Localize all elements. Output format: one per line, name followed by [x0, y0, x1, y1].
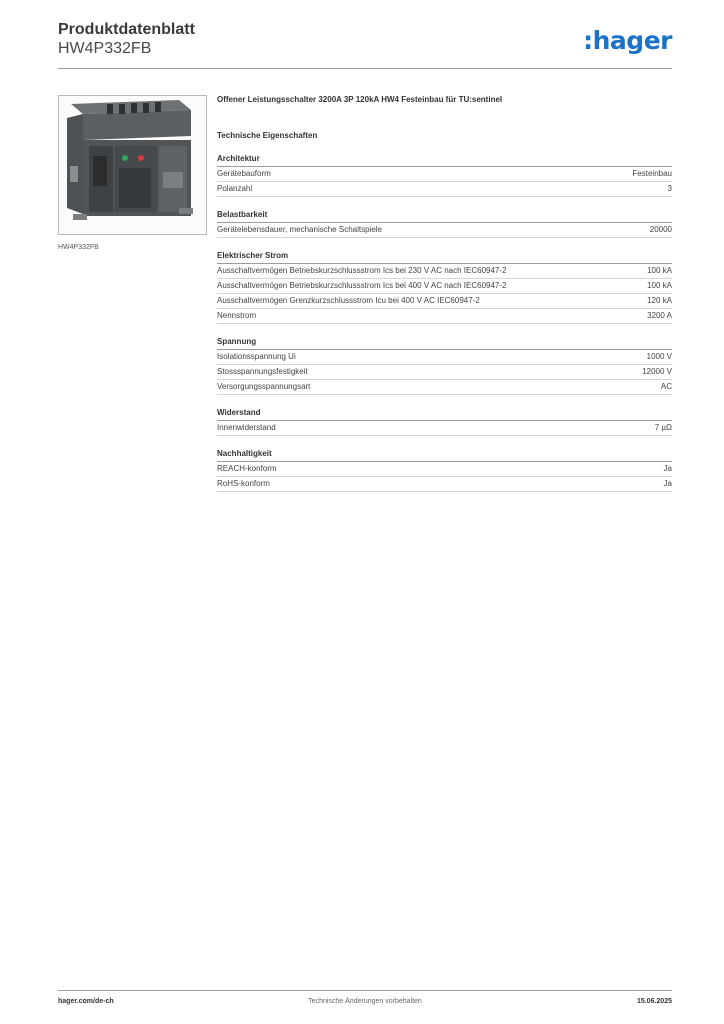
- spec-row: [217, 365, 672, 380]
- spec-row: [217, 167, 672, 182]
- spec-label: Ausschaltvermögen Grenzkurzschlussstrom Icu bei 400 V AC IEC60947-2: [217, 296, 480, 305]
- spec-value: Ja: [663, 479, 672, 488]
- spec-row: [217, 350, 672, 365]
- spec-label: Ausschaltvermögen Betriebskurzschlussstrom Ics bei 230 V AC nach IEC60947-2: [217, 266, 507, 275]
- product-code: HW4P332FB: [58, 40, 152, 57]
- spec-group-title: Nachhaltigkeit: [217, 449, 672, 462]
- spec-value: 3200 A: [647, 311, 672, 320]
- spec-label: Gerätelebensdauer, mechanische Schaltspiele: [217, 225, 382, 234]
- spec-row: [217, 294, 672, 309]
- footer-disclaimer: Technische Änderungen vorbehalten: [308, 998, 422, 1005]
- section-heading: Technische Eigenschaften: [217, 131, 318, 140]
- spec-row: [217, 309, 672, 324]
- spec-group: [217, 210, 672, 238]
- spec-group-title: Spannung: [217, 337, 672, 350]
- spec-label: Versorgungsspannungsart: [217, 382, 311, 391]
- spec-row: [217, 462, 672, 477]
- spec-row: [217, 223, 672, 238]
- spec-group: [217, 337, 672, 395]
- spec-value: 20000: [649, 225, 672, 234]
- spec-value: 7 µΩ: [654, 423, 672, 432]
- spec-row: [217, 380, 672, 395]
- specification-content: [217, 95, 672, 492]
- spec-group: [217, 154, 672, 197]
- spec-row: [217, 264, 672, 279]
- footer-divider: [58, 990, 672, 991]
- document-title: Produktdatenblatt: [58, 21, 195, 38]
- spec-group: [217, 449, 672, 492]
- spec-group-title: Widerstand: [217, 408, 672, 421]
- spec-value: 12000 V: [642, 367, 672, 376]
- spec-label: Ausschaltvermögen Betriebskurzschlussstrom Ics bei 400 V AC nach IEC60947-2: [217, 281, 507, 290]
- spec-group-title: Belastbarkeit: [217, 210, 672, 223]
- product-image: [58, 95, 207, 235]
- spec-label: RoHS-konform: [217, 479, 270, 488]
- spec-value: AC: [660, 382, 672, 391]
- spec-row: [217, 182, 672, 197]
- circuit-breaker-illustration: [59, 96, 206, 234]
- spec-group: [217, 251, 672, 324]
- spec-label: Isolationsspannung Ui: [217, 352, 296, 361]
- spec-group: [217, 408, 672, 436]
- spec-group-title: Elektrischer Strom: [217, 251, 672, 264]
- footer-website[interactable]: hager.com/de-ch: [58, 998, 114, 1005]
- spec-label: Polanzahl: [217, 184, 253, 193]
- spec-value: Ja: [663, 464, 672, 473]
- spec-groups: [217, 154, 672, 492]
- spec-row: [217, 279, 672, 294]
- spec-label: Gerätebauform: [217, 169, 271, 178]
- header-divider: [58, 68, 672, 69]
- spec-value: Festeinbau: [632, 169, 672, 178]
- spec-label: Innenwiderstand: [217, 423, 276, 432]
- hager-logo: :hager: [583, 26, 672, 55]
- page-header: [58, 20, 672, 70]
- spec-row: [217, 421, 672, 436]
- spec-label: Stossspannungsfestigkeit: [217, 367, 308, 376]
- spec-row: [217, 477, 672, 492]
- spec-label: Nennstrom: [217, 311, 257, 320]
- product-description: Offener Leistungsschalter 3200A 3P 120kA HW4 Festeinbau für TU:sentinel: [217, 95, 503, 104]
- spec-value: 100 kA: [647, 266, 672, 275]
- spec-value: 100 kA: [647, 281, 672, 290]
- spec-group-title: Architektur: [217, 154, 672, 167]
- spec-value: 1000 V: [646, 352, 672, 361]
- spec-label: REACH-konform: [217, 464, 277, 473]
- spec-value: 3: [667, 184, 672, 193]
- spec-value: 120 kA: [647, 296, 672, 305]
- image-caption: HW4P332FB: [58, 244, 99, 251]
- footer-date: 15.06.2025: [636, 998, 672, 1005]
